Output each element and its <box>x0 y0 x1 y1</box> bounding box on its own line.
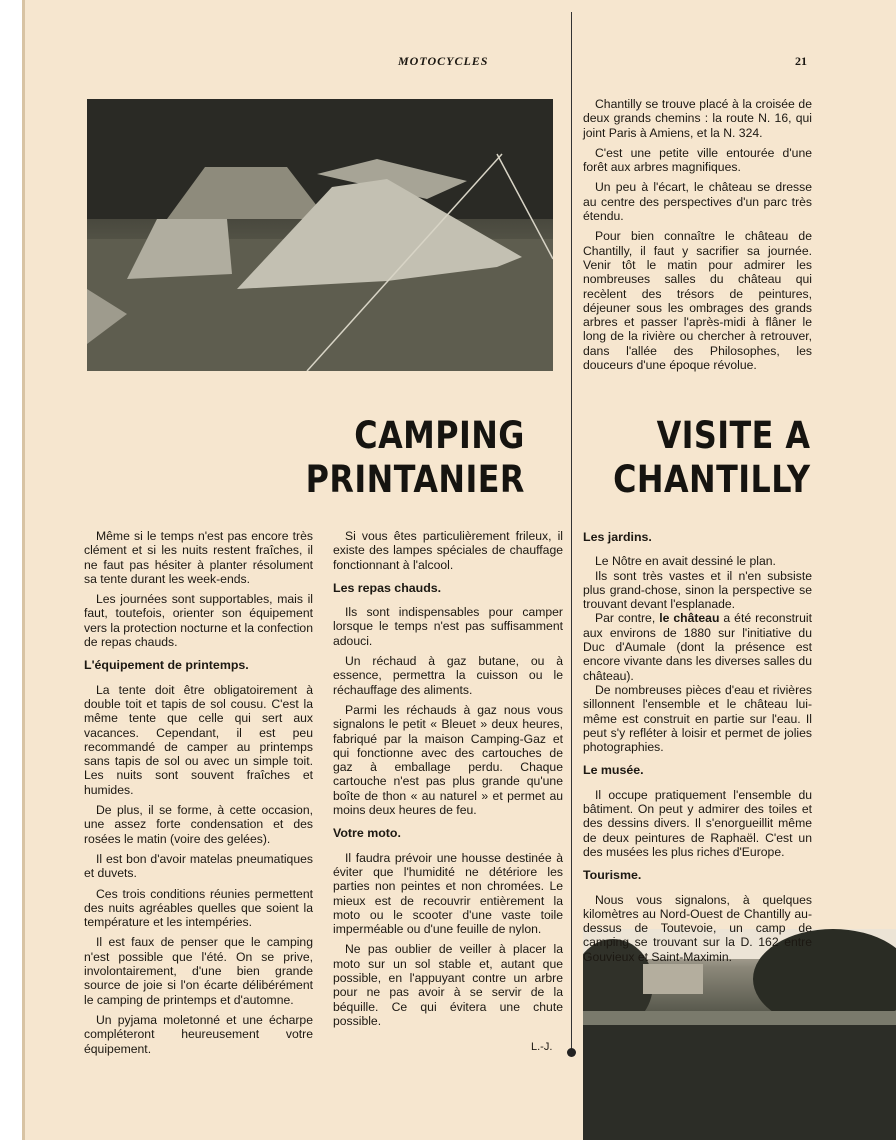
text-run: Par contre, <box>595 611 656 626</box>
paragraph: Même si le temps n'est pas encore très clément et si les nuits restent fraîches, il ne faut pas hésiter à planter résolument sa tente durant les week-ends. <box>84 529 313 586</box>
camping-title <box>306 414 525 502</box>
tents-photo <box>87 99 553 371</box>
paragraph: Pour bien connaître le château de Chantilly, il faut y sacrifier sa journée. Venir tôt le matin pour admirer les nombreuses salles du château qui recèlent des trésors de peintures, déjeuner sous les ombrages des grands arbres et passer l'après-midi à flâner le long de la rivière ou chercher à retrouver, dans l'allée des Philosophes, les douceurs d'une époque révolue. <box>583 229 812 373</box>
camping-column-2 <box>333 529 563 1034</box>
paragraph: Il faudra prévoir une housse destinée à éviter que l'humidité ne détériore les parties non peintes et non chromées. Le mieux est de recouvrir entièrement la moto ou le scooter d'une vaste toile imperméable ou d'une feuille de nylon. <box>333 850 563 937</box>
paragraph <box>583 611 812 682</box>
paragraph: Chantilly se trouve placé à la croisée de deux grands chemins : la route N. 16, qui joint Paris à Amiens, et la N. 324. <box>583 97 812 140</box>
paragraph: Ces trois conditions réunies permettent des nuits agréables quelles que soient la température et les intempéries. <box>84 886 313 930</box>
paragraph: C'est une petite ville entourée d'une forêt aux arbres magnifiques. <box>583 145 812 175</box>
section-heading: Tourisme. <box>583 868 642 883</box>
chantilly-title-line1: VISITE A <box>656 414 810 457</box>
column-divider <box>571 12 572 1052</box>
paragraph: Il occupe pratiquement l'ensemble du bâtiment. On peut y admirer des toiles et des dessins divers. Il s'enorgueillit même de deux peintures de Raphaël. C'est un des musées les plus riches d'Europe. <box>583 787 812 859</box>
camping-column-1 <box>84 529 313 1062</box>
camping-title-line1: CAMPING <box>354 414 525 457</box>
chantilly-intro-column <box>583 97 812 378</box>
paragraph: Ils sont très vastes et il n'en subsiste plus grand-chose, sinon la perspective se trouvant devant l'esplanade. <box>583 568 812 612</box>
paragraph: Un pyjama moletonné et une écharpe compléteront heureusement votre équipement. <box>84 1012 313 1056</box>
chantilly-title <box>613 414 810 502</box>
section-heading: Les jardins. <box>583 530 652 544</box>
paragraph: Un peu à l'écart, le château se dresse au centre des perspectives d'un parc très étendu. <box>583 180 812 224</box>
section-heading: L'équipement de printemps. <box>84 658 249 673</box>
paragraph: Ne pas oublier de veiller à placer la moto sur un sol stable et, autant que possible, en l'appuyant contre un arbre pour ne pas avoir à se servir de la béquille. Ce qui évitera une chute possible. <box>333 942 563 1028</box>
chantilly-column <box>583 530 812 970</box>
paragraph: Si vous êtes particulièrement frileux, il existe des lampes spéciales de chauffage fonctionnant à l'alcool. <box>333 529 563 572</box>
section-heading: Le musée. <box>583 763 644 778</box>
chantilly-title-line2: CHANTILLY <box>612 458 810 501</box>
page-number: 21 <box>795 54 807 68</box>
paragraph: Les journées sont supportables, mais il faut, toutefois, orienter son équipement vers la protection nocturne et la confection de repas chauds. <box>84 592 313 650</box>
paragraph: Il est bon d'avoir matelas pneumatiques et duvets. <box>84 851 313 881</box>
section-heading: Votre moto. <box>333 826 401 841</box>
magazine-title: MOTOCYCLES <box>398 54 489 68</box>
paragraph: De nombreuses pièces d'eau et rivières sillonnent l'ensemble et le château lui-même est construit en partie sur l'eau. Il peut s'y refléter à loisir et permet de jolies photographies. <box>583 682 812 755</box>
page-edge <box>22 0 25 1140</box>
paragraph: Parmi les réchauds à gaz nous vous signalons le petit « Bleuet » deux heures, fabriqué par la maison Camping-Gaz et qui fonctionne avec des cartouches de gaz à emballage perdu. Chaque cartouche n'est pas plus grande qu'une boîte de thon « au naturel » et permet au moins deux heures de feu. <box>333 702 563 818</box>
paragraph: Ils sont indispensables pour camper lorsque le temps n'est pas suffisamment adouci. <box>333 605 563 648</box>
paragraph: Nous vous signalons, à quelques kilomètres au Nord-Ouest de Chantilly au-dessus de Toutevoie, un camp de camping se trouvant sur la D. 162 entre Gouvieux et Saint-Maximin. <box>583 892 812 964</box>
author-signature: L.-J. <box>531 1041 553 1053</box>
text-run: a été reconstruit aux environs de 1880 sur l'initiative du Duc d'Aumale (dont la présence est encore vivante dans les diverses salles du château). <box>583 611 812 683</box>
paragraph: De plus, il se forme, à cette occasion, une assez forte condensation et des rosées le matin (voire des gelées). <box>84 803 313 846</box>
paragraph: Un réchaud à gaz butane, ou à essence, permettra la cuisson ou le réchauffage des aliments. <box>333 654 563 697</box>
bold-text: le château <box>659 611 720 626</box>
camping-title-line2: PRINTANIER <box>305 458 525 501</box>
section-heading: Les repas chauds. <box>333 580 442 595</box>
paragraph: La tente doit être obligatoirement à double toit et tapis de sol cousu. C'est la même tente que celle qui sert aux vacances. Cependant, il est peu recommandé de camper au printemps sans tapis de sol ou avec un simple toit. Les nuits sont souvent fraîches et humides. <box>84 682 313 797</box>
end-dot <box>567 1048 576 1057</box>
paragraph: Il est faux de penser que le camping n'est possible que l'été. On se prive, involontairement, d'une bien grande source de joie si l'on écarte délibérément le camping de printemps et d'automne. <box>84 935 313 1007</box>
paragraph: Le Nôtre en avait dessiné le plan. <box>595 554 776 569</box>
